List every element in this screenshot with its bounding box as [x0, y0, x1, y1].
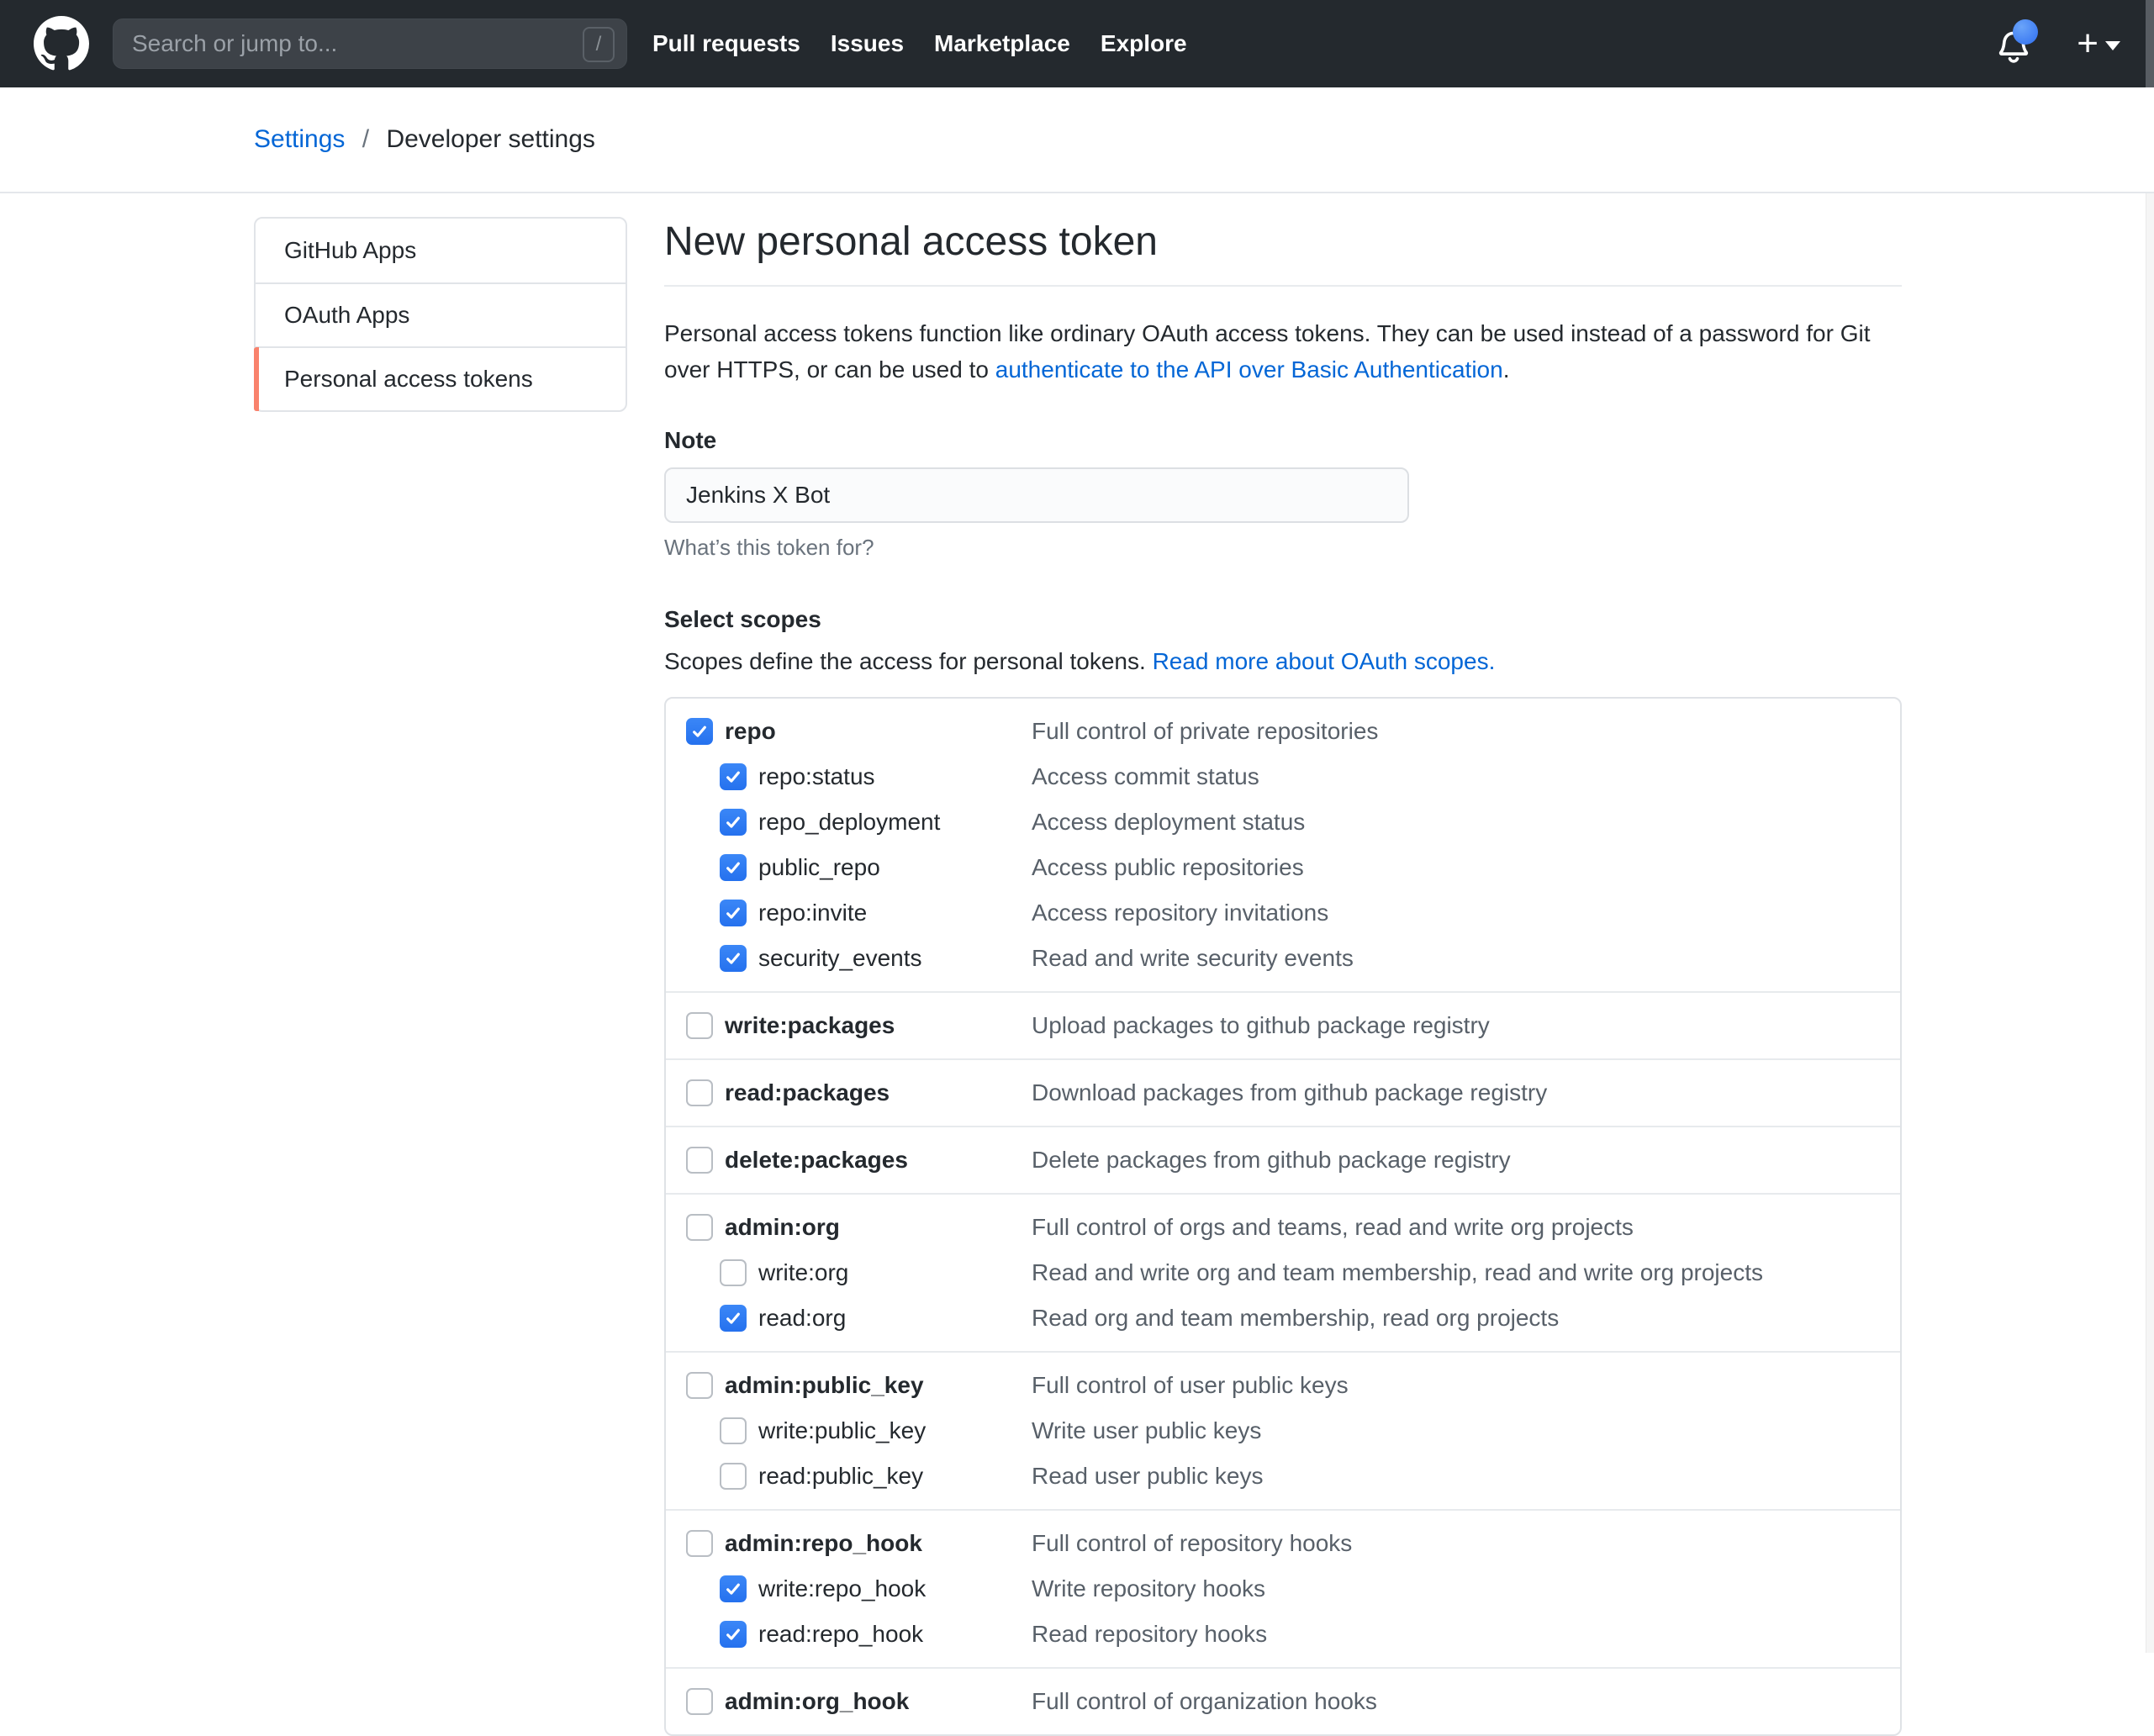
- scope-name[interactable]: repo:status: [758, 762, 875, 789]
- scope-name[interactable]: public_repo: [758, 853, 880, 880]
- scope-checkbox[interactable]: [686, 1012, 713, 1039]
- scope-checkbox[interactable]: [686, 1147, 713, 1174]
- scopes-intro: [664, 648, 1902, 675]
- github-logo-icon[interactable]: [34, 16, 89, 71]
- scope-row-read-public-key: [666, 1460, 1900, 1492]
- header-actions: [1994, 0, 2120, 87]
- scope-group-admin-public-key: [666, 1351, 1900, 1509]
- scope-row-repo-deployment: [666, 806, 1900, 838]
- scope-checkbox[interactable]: [720, 1305, 747, 1332]
- scope-group-admin-repo-hook: [666, 1509, 1900, 1667]
- scope-checkbox[interactable]: [720, 763, 747, 790]
- scopes-intro-text: Scopes define the access for personal tokens.: [664, 647, 1153, 674]
- scope-name[interactable]: security_events: [758, 944, 922, 971]
- scope-description: Access public repositories: [1032, 853, 1304, 880]
- intro-text: Personal access tokens function like ordinary OAuth access tokens. They can be used instead of a password for Git over HTTPS, or can be used to: [664, 320, 1871, 383]
- scope-name[interactable]: read:public_key: [758, 1462, 924, 1489]
- slash-key-hint: /: [583, 27, 615, 62]
- scope-row-read-packages: [666, 1077, 1900, 1109]
- top-header: [0, 0, 2154, 87]
- scope-name[interactable]: repo: [725, 717, 776, 744]
- scope-name[interactable]: repo:invite: [758, 899, 868, 926]
- page-title: New personal access token: [664, 212, 1902, 287]
- nav-pull-requests[interactable]: Pull requests: [652, 30, 800, 56]
- scope-row-read-repo-hook: [666, 1618, 1900, 1650]
- main-content: [664, 212, 1902, 1736]
- scope-description: Access deployment status: [1032, 808, 1306, 835]
- create-new-button[interactable]: [2077, 25, 2120, 62]
- scope-row-read-org: [666, 1302, 1900, 1334]
- scope-description: Upload packages to github package registry: [1032, 1011, 1490, 1038]
- breadcrumb: [254, 125, 595, 154]
- scope-group-read-packages: [666, 1058, 1900, 1126]
- scope-description: Read and write org and team membership, read and write org projects: [1032, 1258, 1763, 1285]
- scope-row-admin-org: [666, 1211, 1900, 1243]
- scope-checkbox[interactable]: [720, 945, 747, 972]
- intro-text-end: .: [1502, 356, 1510, 383]
- note-label: Note: [664, 426, 717, 453]
- scope-description: Read org and team membership, read org projects: [1032, 1304, 1560, 1331]
- scope-description: Read user public keys: [1032, 1462, 1264, 1489]
- global-nav: [652, 30, 1187, 57]
- scope-checkbox[interactable]: [720, 809, 747, 836]
- scope-group-write-packages: [666, 991, 1900, 1058]
- scope-row-write-org: [666, 1257, 1900, 1289]
- scope-description: Full control of organization hooks: [1032, 1687, 1377, 1714]
- scope-checkbox[interactable]: [686, 718, 713, 745]
- scope-group-admin-org-hook: [666, 1667, 1900, 1734]
- scope-checkbox[interactable]: [686, 1214, 713, 1241]
- scope-description: Download packages from github package registry: [1032, 1079, 1548, 1105]
- scope-name[interactable]: write:repo_hook: [758, 1575, 927, 1601]
- scope-description: Delete packages from github package registry: [1032, 1146, 1511, 1173]
- sidebar-item-oauth-apps[interactable]: OAuth Apps: [256, 282, 626, 346]
- scope-group-delete-packages: [666, 1126, 1900, 1193]
- nav-explore[interactable]: Explore: [1100, 30, 1187, 56]
- scope-description: Access commit status: [1032, 762, 1259, 789]
- scopes-list: [664, 697, 1902, 1736]
- notifications-button[interactable]: [1994, 23, 2033, 65]
- search-input[interactable]: [132, 30, 569, 57]
- scope-description: Full control of user public keys: [1032, 1371, 1349, 1398]
- scope-group-admin-org: [666, 1193, 1900, 1351]
- scope-description: Full control of orgs and teams, read and write org projects: [1032, 1213, 1634, 1240]
- scope-name[interactable]: admin:org_hook: [725, 1687, 910, 1714]
- scope-row-admin-repo-hook: [666, 1528, 1900, 1559]
- scope-name[interactable]: read:packages: [725, 1079, 890, 1105]
- scope-description: Write repository hooks: [1032, 1575, 1266, 1601]
- scope-row-write-packages: [666, 1010, 1900, 1042]
- scope-name[interactable]: admin:public_key: [725, 1371, 924, 1398]
- caret-down-icon: [2105, 41, 2120, 50]
- developer-settings-sidebar: [254, 217, 627, 412]
- scope-description: Read repository hooks: [1032, 1620, 1268, 1647]
- sidebar-item-personal-access-tokens[interactable]: Personal access tokens: [256, 346, 626, 410]
- scrollbar-track[interactable]: [2146, 87, 2154, 1653]
- global-search: [113, 18, 627, 69]
- scope-row-admin-public-key: [666, 1369, 1900, 1401]
- scope-name[interactable]: write:packages: [725, 1011, 895, 1038]
- sidebar-item-github-apps[interactable]: GitHub Apps: [284, 237, 417, 263]
- scope-name[interactable]: read:repo_hook: [758, 1620, 924, 1647]
- scope-name[interactable]: delete:packages: [725, 1146, 908, 1173]
- scope-name[interactable]: repo_deployment: [758, 808, 941, 835]
- scope-checkbox[interactable]: [720, 1417, 747, 1444]
- scope-row-repo-invite: [666, 897, 1900, 929]
- scope-description: Full control of repository hooks: [1032, 1529, 1353, 1556]
- scope-row-admin-org-hook: [666, 1686, 1900, 1718]
- scope-description: Read and write security events: [1032, 944, 1354, 971]
- scope-group-repo: [666, 699, 1900, 991]
- scope-checkbox[interactable]: [686, 1688, 713, 1715]
- scope-row-repo-status: [666, 761, 1900, 793]
- note-input[interactable]: [664, 467, 1409, 523]
- scope-checkbox[interactable]: [686, 1372, 713, 1399]
- scope-name[interactable]: read:org: [758, 1304, 847, 1331]
- scope-row-delete-packages: [666, 1144, 1900, 1176]
- scope-checkbox[interactable]: [720, 1463, 747, 1490]
- basic-auth-link[interactable]: authenticate to the API over Basic Authentication: [995, 356, 1503, 383]
- oauth-scopes-link[interactable]: Read more about OAuth scopes.: [1152, 647, 1496, 674]
- scope-name[interactable]: write:public_key: [758, 1417, 927, 1443]
- scope-checkbox[interactable]: [720, 900, 747, 926]
- scope-checkbox[interactable]: [720, 1259, 747, 1286]
- scope-row-write-public-key: [666, 1415, 1900, 1447]
- scope-description: Access repository invitations: [1032, 899, 1329, 926]
- scope-description: Write user public keys: [1032, 1417, 1262, 1443]
- breadcrumb-current: Developer settings: [386, 125, 595, 153]
- scope-name[interactable]: admin:org: [725, 1213, 840, 1240]
- breadcrumb-separator: /: [362, 125, 370, 153]
- breadcrumb-settings-link[interactable]: Settings: [254, 125, 346, 153]
- select-scopes-heading: Select scopes: [664, 605, 821, 632]
- scope-name[interactable]: write:org: [758, 1258, 849, 1285]
- scope-row-security-events: [666, 942, 1900, 974]
- nav-marketplace[interactable]: Marketplace: [934, 30, 1070, 56]
- scope-checkbox[interactable]: [720, 1621, 747, 1648]
- intro-paragraph: [664, 315, 1902, 388]
- scope-row-public-repo: [666, 852, 1900, 884]
- scope-row-write-repo-hook: [666, 1573, 1900, 1605]
- scope-description: Full control of private repositories: [1032, 717, 1379, 744]
- scope-checkbox[interactable]: [686, 1530, 713, 1557]
- scrollbar[interactable]: [2146, 0, 2154, 87]
- scope-name[interactable]: admin:repo_hook: [725, 1529, 922, 1556]
- breadcrumb-bar: [0, 87, 2154, 193]
- notification-dot: [2013, 19, 2038, 45]
- plus-icon: +: [2077, 23, 2099, 64]
- nav-issues[interactable]: Issues: [830, 30, 905, 56]
- scope-checkbox[interactable]: [720, 854, 747, 881]
- scope-checkbox[interactable]: [686, 1079, 713, 1106]
- scope-row-repo: [666, 715, 1900, 747]
- scope-checkbox[interactable]: [720, 1575, 747, 1602]
- note-help-text: What’s this token for?: [664, 534, 874, 560]
